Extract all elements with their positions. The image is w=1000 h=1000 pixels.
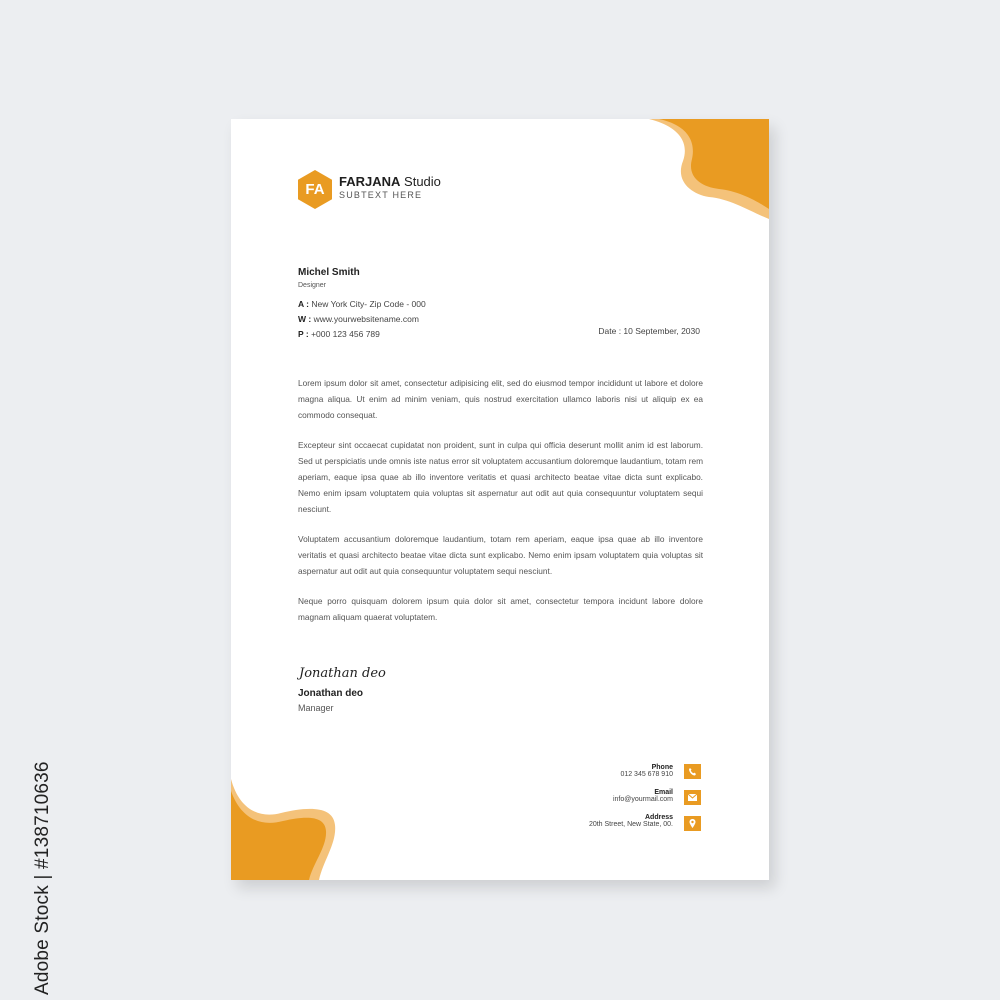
letter-date: Date : 10 September, 2030 xyxy=(598,326,700,336)
signer-name: Jonathan deo xyxy=(298,688,364,699)
brand-logo xyxy=(298,170,332,209)
sender-name: Michel Smith xyxy=(298,267,360,278)
email-icon xyxy=(684,790,701,805)
location-icon xyxy=(684,816,701,831)
phone-icon xyxy=(684,764,701,779)
brand-subtext: SUBTEXT HERE xyxy=(339,190,423,200)
letter-body xyxy=(298,375,703,639)
paragraph: Voluptatem accusantium doloremque laudantium, totam rem aperiam, eaque ipsa quae ab illo inventore veritatis et quasi architecto beatae vitae dicta sunt explicabo. Nemo enim ipsam voluptatem quia voluptas sit aspernatur aut odit aut quia consequuntur voluptatem sequi nesciunt. xyxy=(298,534,703,576)
letterhead-page xyxy=(231,119,769,880)
footer-address: Address 20th Street, New State, 00. xyxy=(588,814,673,828)
footer-email: Email info@yourmail.com xyxy=(612,789,673,803)
stock-id-label: Adobe Stock | #138710636 xyxy=(32,761,53,995)
paragraph: Neque porro quisquam dolorem ipsum quia dolor sit amet, consectetur tempora incidunt labore dolore magnam aliquam quaerat voluptatem. xyxy=(298,596,703,622)
handwritten-signature xyxy=(297,656,397,686)
signer-title: Manager xyxy=(298,703,334,713)
contact-phone: P : +000 123 456 789 xyxy=(298,329,380,339)
footer-phone: Phone 012 345 678 910 xyxy=(620,764,673,778)
contact-address: A : New York City- Zip Code - 000 xyxy=(298,299,426,309)
paragraph: Lorem ipsum dolor sit amet, consectetur adipisicing elit, sed do eiusmod tempor incididunt ut labore et dolore magna aliqua. Ut enim ad minim veniam, quis nostrud exercitation ullamco laboris nisi ut aliquip ex ea commodo consequat. xyxy=(298,378,703,420)
brand-name: FARJANA Studio xyxy=(339,174,441,189)
sender-role: Designer xyxy=(298,282,327,289)
svg-text:Jonathan deo: Jonathan deo xyxy=(299,666,386,681)
logo-initials: FA xyxy=(305,181,325,198)
contact-website: W : www.yourwebsitename.com xyxy=(298,314,419,324)
paragraph: Excepteur sint occaecat cupidatat non proident, sunt in culpa qui officia deserunt mollit anim id est laborum. Sed ut perspiciatis unde omnis iste natus error sit voluptatem accusantium doloremque laudantium, totam rem aperiam, eaque ipsa quae ab illo inventore veritatis et quasi architecto beatae vitae dicta sunt explicabo. Nemo enim ipsam voluptatem quia voluptas sit aspernatur aut odit aut quia consequuntur voluptatem sequi nesciunt. xyxy=(298,440,703,514)
